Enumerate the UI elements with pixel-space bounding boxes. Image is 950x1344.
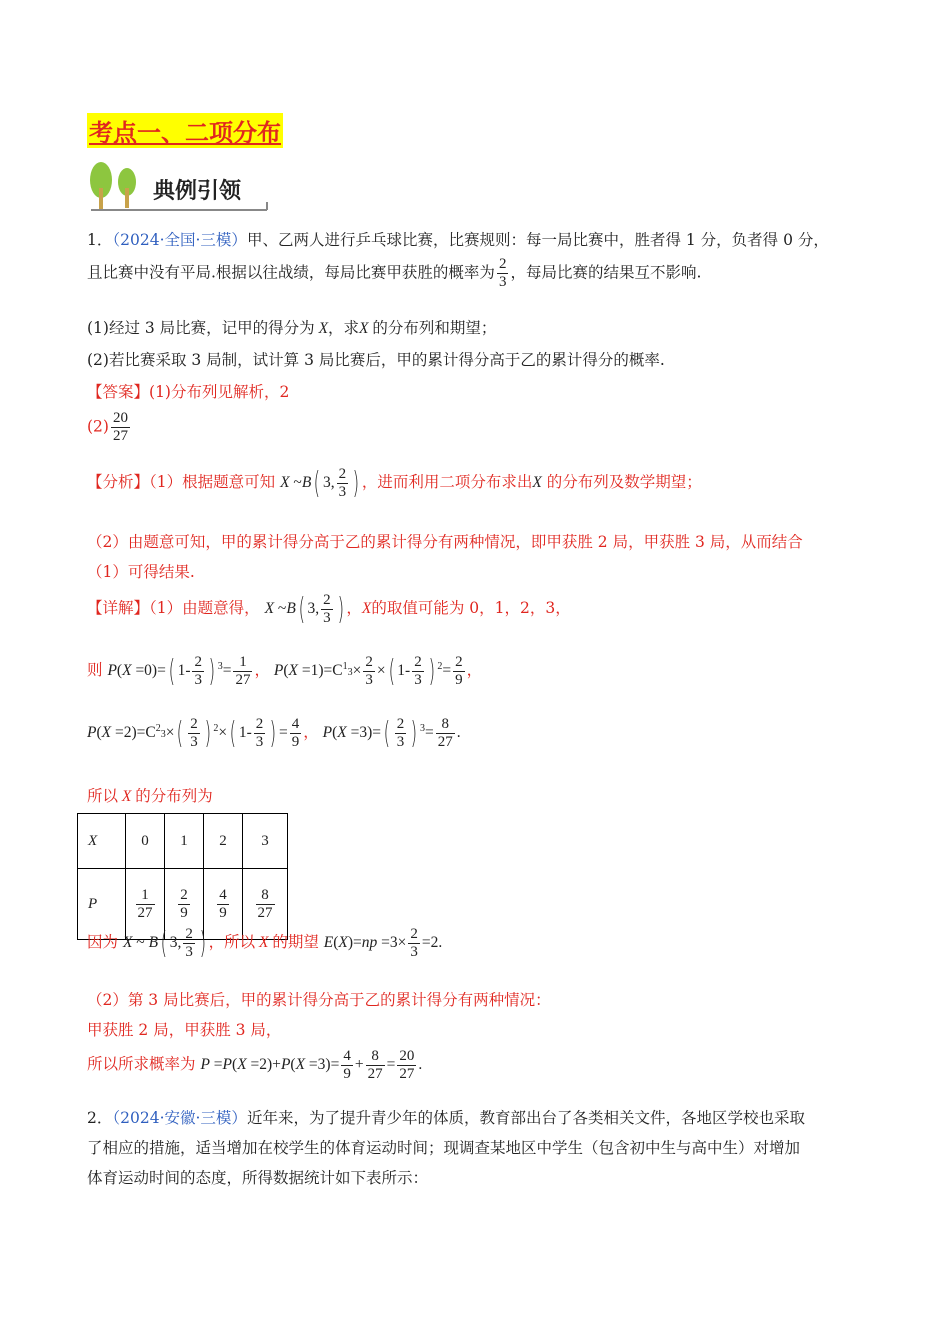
q1-source: （2024·全国·三模） (112, 231, 247, 249)
table-cell: P (78, 869, 126, 940)
table-cell: $\frac{4}{9}$ (204, 869, 243, 940)
analysis-2a: （2）由题意可知，甲的累计得分高于乙的累计得分有两种情况，即甲获胜 2 局，甲获胜 3 局，从而结合 (87, 533, 803, 551)
prob-line-1: 则 P(X =0)=( 1- $\frac{2}{3}$ ) $^3$= $\frac{1}{27}$ ， $P(X =1)=C^13\times$ $\frac{2}{3}$ ×( 1- $\frac{2}{3}$ ) $^2$= $\frac{2}{9}$ ， (87, 654, 483, 689)
q1-part1: (1)经过 3 局比赛，记甲的得分为 X，求X 的分布列和期望； (87, 319, 497, 337)
q1-part2: (2)若比赛采取 3 局制，试计算 3 局比赛后，甲的累计得分高于乙的累计得分的概率. (87, 351, 665, 369)
table-cell: $\frac{1}{27}$ (126, 869, 165, 940)
banner-label: 典例引领 (153, 179, 242, 204)
q2-source: （2024·安徽·三模） (112, 1109, 247, 1127)
table-row (78, 814, 288, 869)
part2-detail: （2）第 3 局比赛后，甲的累计得分高于乙的累计得分有两种情况： (87, 991, 551, 1009)
table-cell: 2 (204, 814, 243, 869)
answer-1: 【答案】(1)分布列见解析，2 (87, 383, 290, 401)
analysis-1: 【分析】（1）根据题意可知 X ~B( 3, $\frac{2}{3}$ ) ，进而利用二项分布求出X 的分布列及数学期望； (87, 466, 702, 501)
table-cell: 3 (243, 814, 288, 869)
distribution-table (77, 813, 288, 940)
table-cell: $\frac{8}{27}$ (243, 869, 288, 940)
detail-1: 【详解】（1）由题意得， X ~B( 3, $\frac{2}{3}$ ) ，X的取值可能为 0，1，2，3， (87, 592, 571, 627)
table-cell: 0 (126, 814, 165, 869)
section-title: 考点一、二项分布 (87, 113, 283, 148)
q1-stem-line1: 1．（2024·全国·三模）甲、乙两人进行乒乓球比赛，比赛规则：每一局比赛中，胜者得 1 分，负者得 0 分， (87, 231, 829, 249)
expectation-line: 因为 X ~ B( 3, $\frac{2}{3}$ ) ，所以 X 的期望 E(X)=np =3× $\frac{2}{3}$ =2. (87, 926, 443, 961)
prob-line-2: $P(X =2)=C^23\times$( $\frac{2}{3}$ ) $^2$×( 1- $\frac{2}{3}$ ) = $\frac{4}{9}$ ， P(X =3)=( $\frac{2}{3}$ ) $^3$= $\frac{8}{27}$ . (87, 716, 461, 751)
q1-stem-line2: 且比赛中没有平局.根据以往战绩，每局比赛甲获胜的概率为 $\frac{2}{3}$ ，每局比赛的结果互不影响. (87, 256, 702, 290)
q2-line3: 体育运动时间的态度，所得数据统计如下表所示： (87, 1169, 429, 1187)
q2-line1: 2．（2024·安徽·三模）近年来，为了提升青少年的体质，教育部出台了各类相关文件，各地区学校也采取 (87, 1109, 805, 1127)
table-cell: 1 (165, 814, 204, 869)
q2-line2: 了相应的措施，适当增加在校学生的体育运动时间；现调查某地区中学生（包含初中生与高中生）对增加 (87, 1139, 801, 1157)
table-cell: X (78, 814, 126, 869)
table-cell: $\frac{2}{9}$ (165, 869, 204, 940)
example-banner (87, 158, 272, 214)
dist-intro: 所以 X 的分布列为 (87, 787, 213, 805)
answer-2: (2) $\frac{20}{27}$ (87, 410, 128, 444)
part2-cases: 甲获胜 2 局，甲获胜 3 局， (87, 1021, 282, 1039)
analysis-2b: （1）可得结果. (87, 563, 195, 581)
part2-result: 所以所求概率为 P =P(X =2)+P(X =3)= $\frac{4}{9}$ + $\frac{8}{27}$ = $\frac{20}{27}$ . (87, 1048, 423, 1082)
